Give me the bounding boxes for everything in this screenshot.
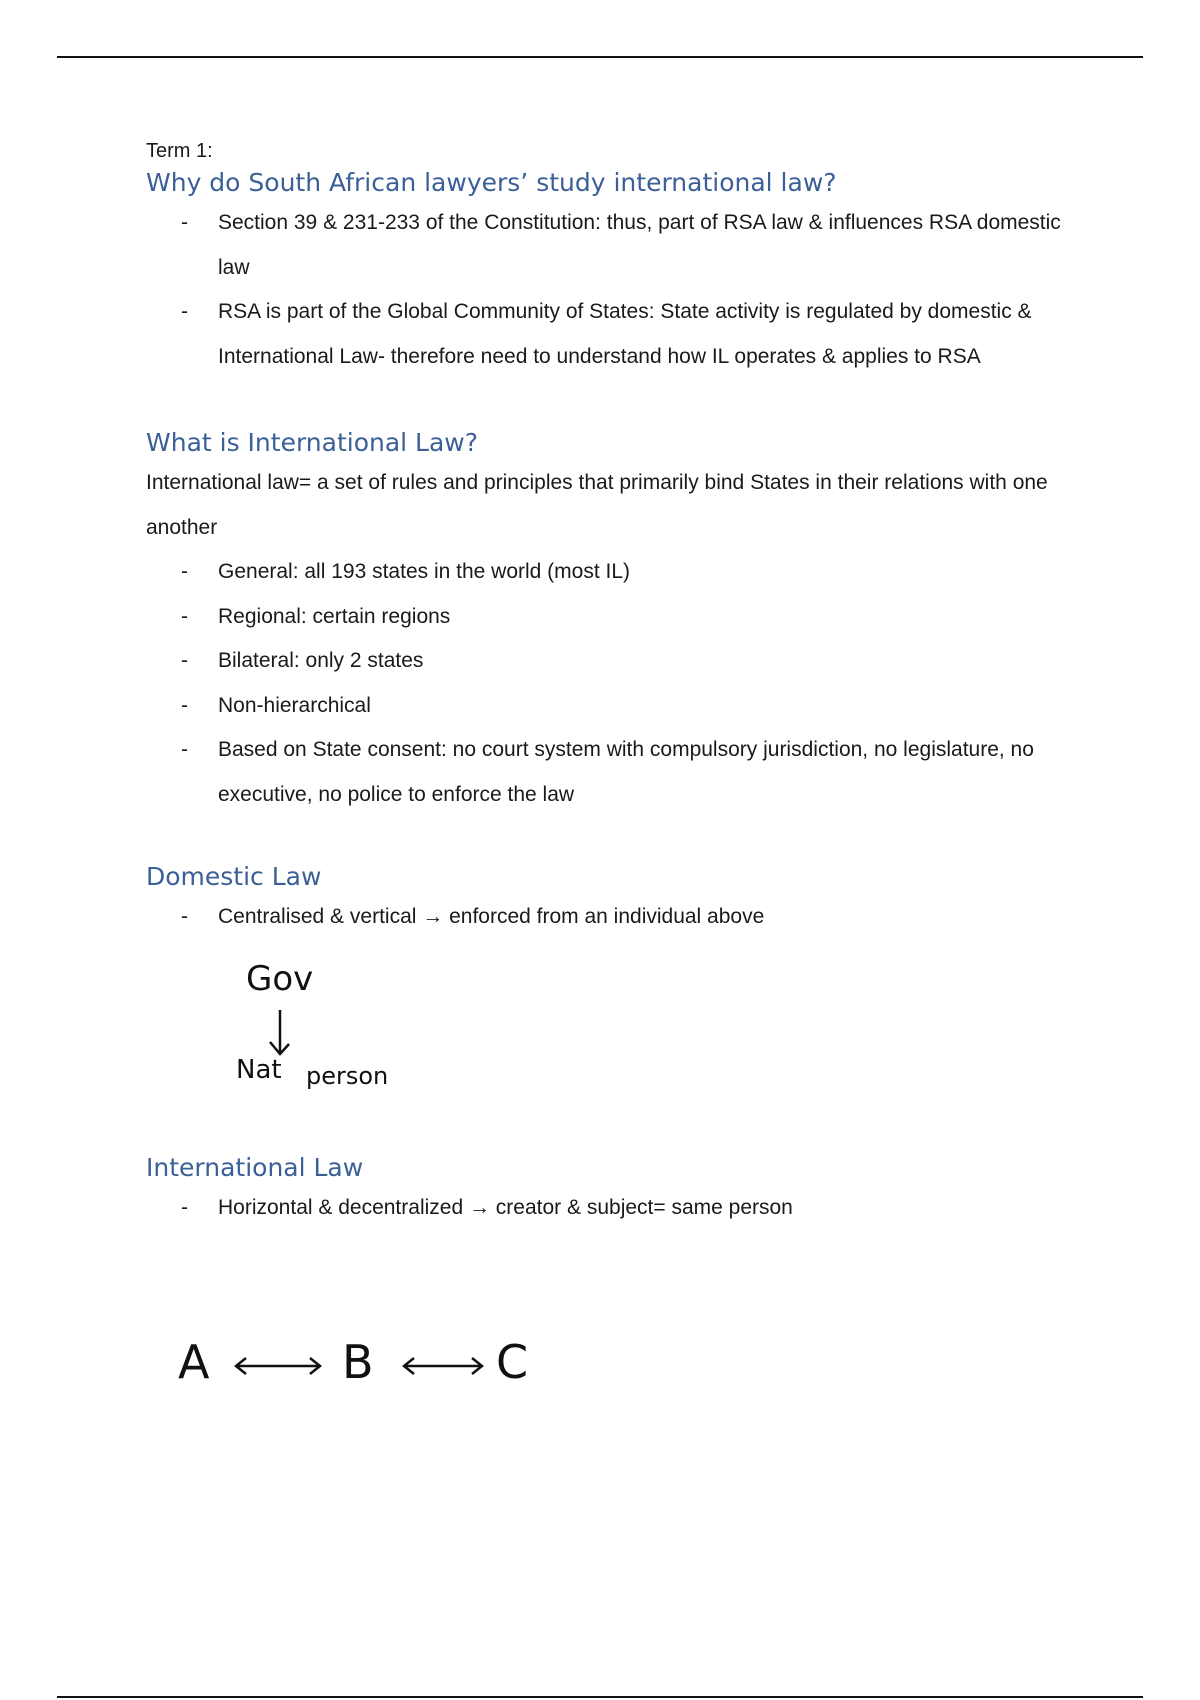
sketch-nat-label: Nat: [236, 1054, 282, 1085]
heading-international: International Law: [146, 1152, 364, 1182]
list-item: - RSA is part of the Global Community of States: State activity is regulated by domestic & International Law- therefore need to understand how IL operates & applies to RSA: [181, 300, 1032, 368]
section-why: [146, 165, 1076, 379]
international-bullet-list: [146, 1186, 1076, 1231]
gov-to-person-sketch: [146, 940, 446, 1090]
list-item: - General: all 193 states in the world (most IL): [181, 560, 631, 583]
document-body: [146, 140, 1076, 1402]
definition-paragraph: International law= a set of rules and principles that primarily bind States in their relations with one another: [146, 471, 1048, 539]
down-arrow-icon: [270, 1010, 289, 1054]
list-item: - Bilateral: only 2 states: [181, 649, 424, 672]
section-domestic: [146, 859, 1076, 1090]
abc-relation-sketch: [146, 1272, 566, 1402]
sketch-person-label: person: [306, 1061, 389, 1090]
why-bullet-list: [146, 201, 1076, 379]
heading-domestic: Domestic Law: [146, 862, 322, 891]
heading-what: What is International Law?: [146, 428, 479, 457]
section-international: [146, 1150, 1076, 1403]
sketch-node-b: B: [342, 1335, 374, 1389]
what-bullet-list: [146, 550, 1076, 817]
footer-rule: [57, 1696, 1143, 1698]
list-item: - Centralised & vertical → enforced from an individual above: [181, 905, 765, 928]
heading-why: Why do South African lawyers’ study international law?: [146, 168, 837, 197]
list-item: - Horizontal & decentralized → creator & subject= same person: [181, 1195, 793, 1219]
double-arrow-icon: [404, 1358, 482, 1374]
list-item: - Regional: certain regions: [181, 604, 451, 628]
header-rule: [57, 56, 1143, 58]
list-item: - Non-hierarchical: [181, 693, 371, 717]
double-arrow-icon: [236, 1358, 320, 1374]
sketch-node-c: C: [496, 1335, 529, 1389]
list-item: - Section 39 & 231-233 of the Constitution: thus, part of RSA law & influences RSA domestic law: [181, 211, 1061, 279]
sketch-node-a: A: [178, 1335, 210, 1389]
section-what: [146, 425, 1076, 817]
term-label: Term 1:: [146, 140, 213, 162]
domestic-bullet-list: [146, 895, 1076, 940]
sketch-gov-label: Gov: [246, 958, 314, 999]
list-item: - Based on State consent: no court system with compulsory jurisdiction, no legislature, no executive, no police to enforce the law: [181, 738, 1034, 806]
